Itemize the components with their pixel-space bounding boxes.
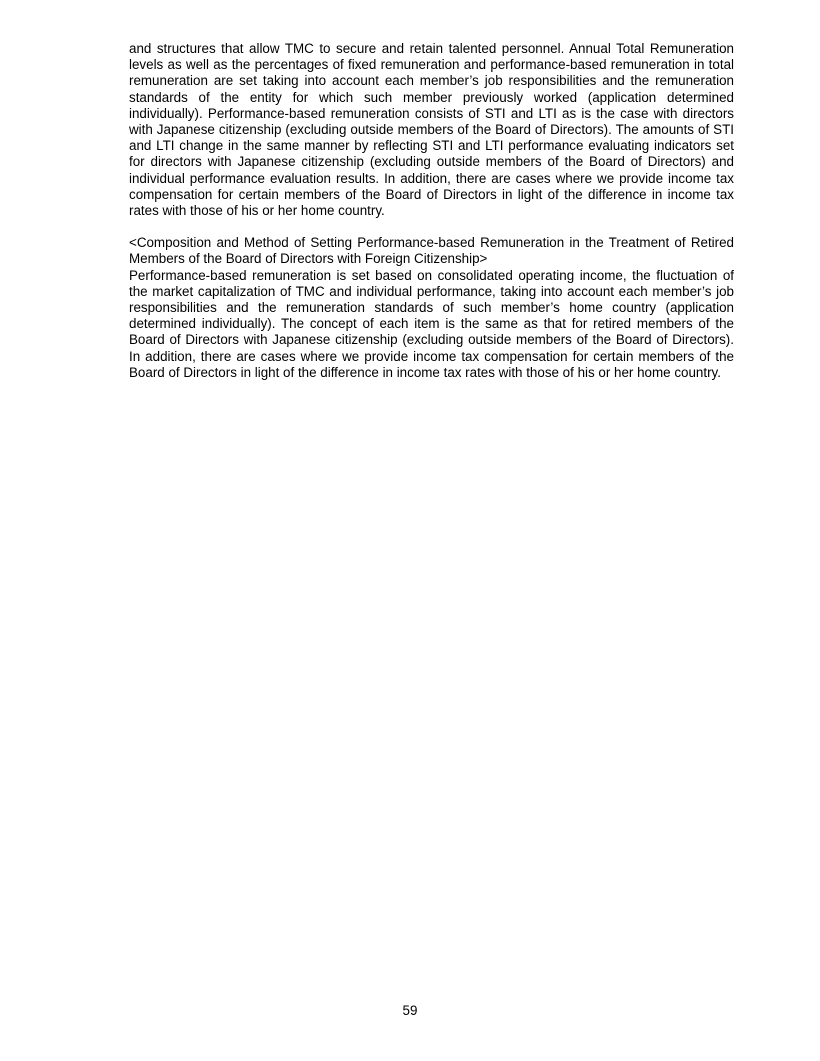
section-heading-foreign-citizenship: <Composition and Method of Setting Performance-based Remuneration in the Treatment of Retired Members of the Board of Directors with Foreign Citizenship> — [129, 235, 734, 267]
body-text — [129, 41, 734, 381]
paragraph-performance-based-remuneration: Performance-based remuneration is set based on consolidated operating income, the fluctuation of the market capitalization of TMC and individual performance, taking into account each member’s job responsibilities and the remuneration standards of such member’s home country (application determined individually). The concept of each item is the same as that for retired members of the Board of Directors with Japanese citizenship (excluding outside members of the Board of Directors). In addition, there are cases where we provide income tax compensation for certain members of the Board of Directors in light of the difference in income tax rates with those of his or her home country. — [129, 267, 734, 380]
page-number: 59 — [402, 1003, 418, 1018]
paragraph-remuneration-structures: and structures that allow TMC to secure and retain talented personnel. Annual Total Remuneration levels as well as the percentages of fixed remuneration and performance-based remuneration in total remuneration are set taking into account each member’s job responsibilities and the remuneration standards of the entity for which such member previously worked (application determined individually). Performance-based remuneration consists of STI and LTI as is the case with directors with Japanese citizenship (excluding outside members of the Board of Directors). The amounts of STI and LTI change in the same manner by reflecting STI and LTI performance evaluating indicators set for directors with Japanese citizenship (excluding outside members of the Board of Directors) and individual performance evaluation results. In addition, there are cases where we provide income tax compensation for certain members of the Board of Directors in light of the difference in income tax rates with those of his or her home country. — [129, 41, 734, 219]
paragraph-spacer — [129, 219, 734, 235]
